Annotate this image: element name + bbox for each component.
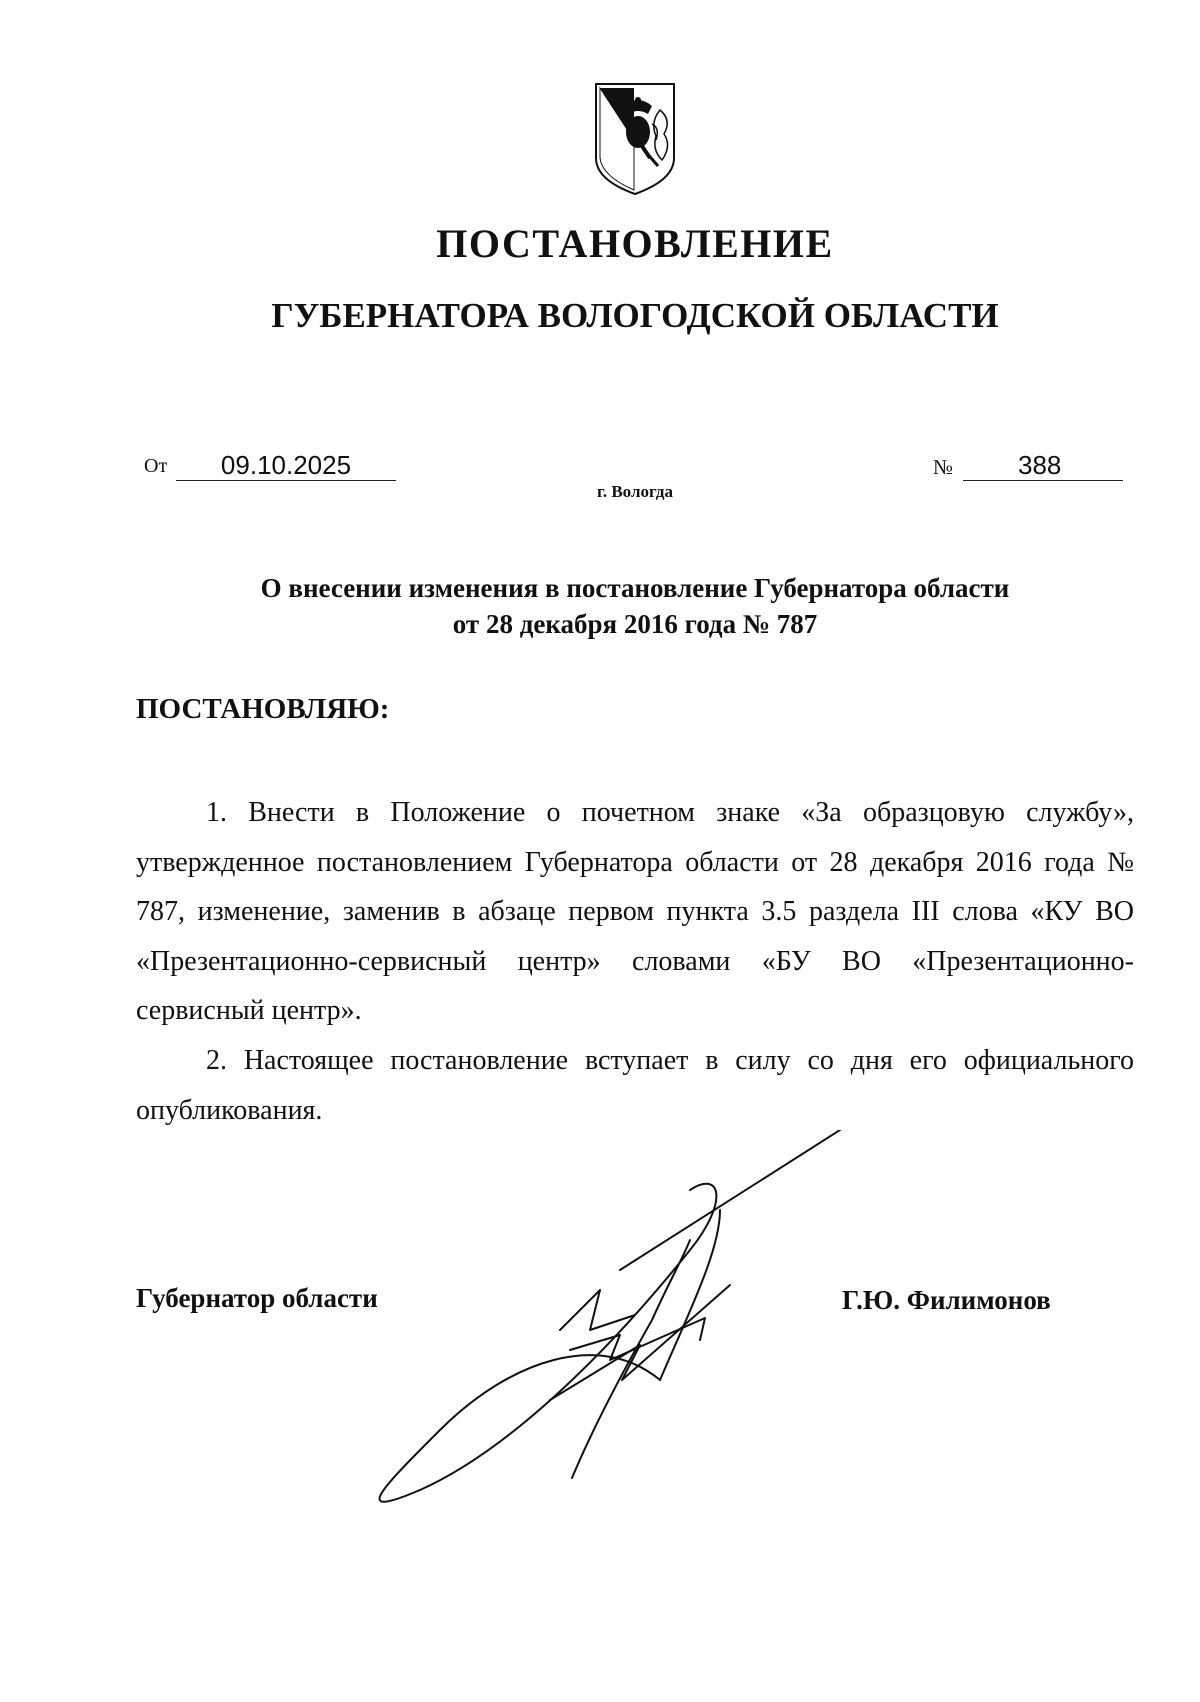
signer-name: Г.Ю. Филимонов <box>842 1285 1051 1315</box>
date-label: От <box>144 455 168 477</box>
paragraph-1: 1. Внести в Положение о почетном знаке «За образцовую службу», утвержденное постановлением Губернатора области от 28 декабря 2016 года № 787, изменение, заменив в абзаце первом пункта 3.5 раздела III слова «КУ ВО «Презентационно-сервисный центр» словами «БУ ВО «Презентационно-сервисный центр». <box>136 797 1134 1026</box>
heading-line-1: О внесении изменения в постановление Губернатора области <box>260 573 1010 603</box>
signer-title: Губернатор области <box>136 1283 378 1313</box>
handwritten-signature <box>360 1130 920 1510</box>
city-label: г. Вологда <box>597 482 673 501</box>
paragraph-2: 2. Настоящее постановление вступает в силу со дня его официального опубликования. <box>136 1045 1134 1126</box>
document-subtitle: ГУБЕРНАТОРА ВОЛОГОДСКОЙ ОБЛАСТИ <box>271 296 999 335</box>
coat-of-arms-emblem <box>590 80 680 198</box>
resolve-heading: ПОСТАНОВЛЯЮ: <box>136 693 390 725</box>
heading-line-2: от 28 декабря 2016 года № 787 <box>452 609 818 639</box>
document-date: 09.10.2025 <box>176 450 396 481</box>
number-label: № <box>933 455 954 479</box>
document-number: 388 <box>963 450 1123 481</box>
document-heading <box>0 570 1200 642</box>
document-title: ПОСТАНОВЛЕНИЕ <box>436 221 834 266</box>
